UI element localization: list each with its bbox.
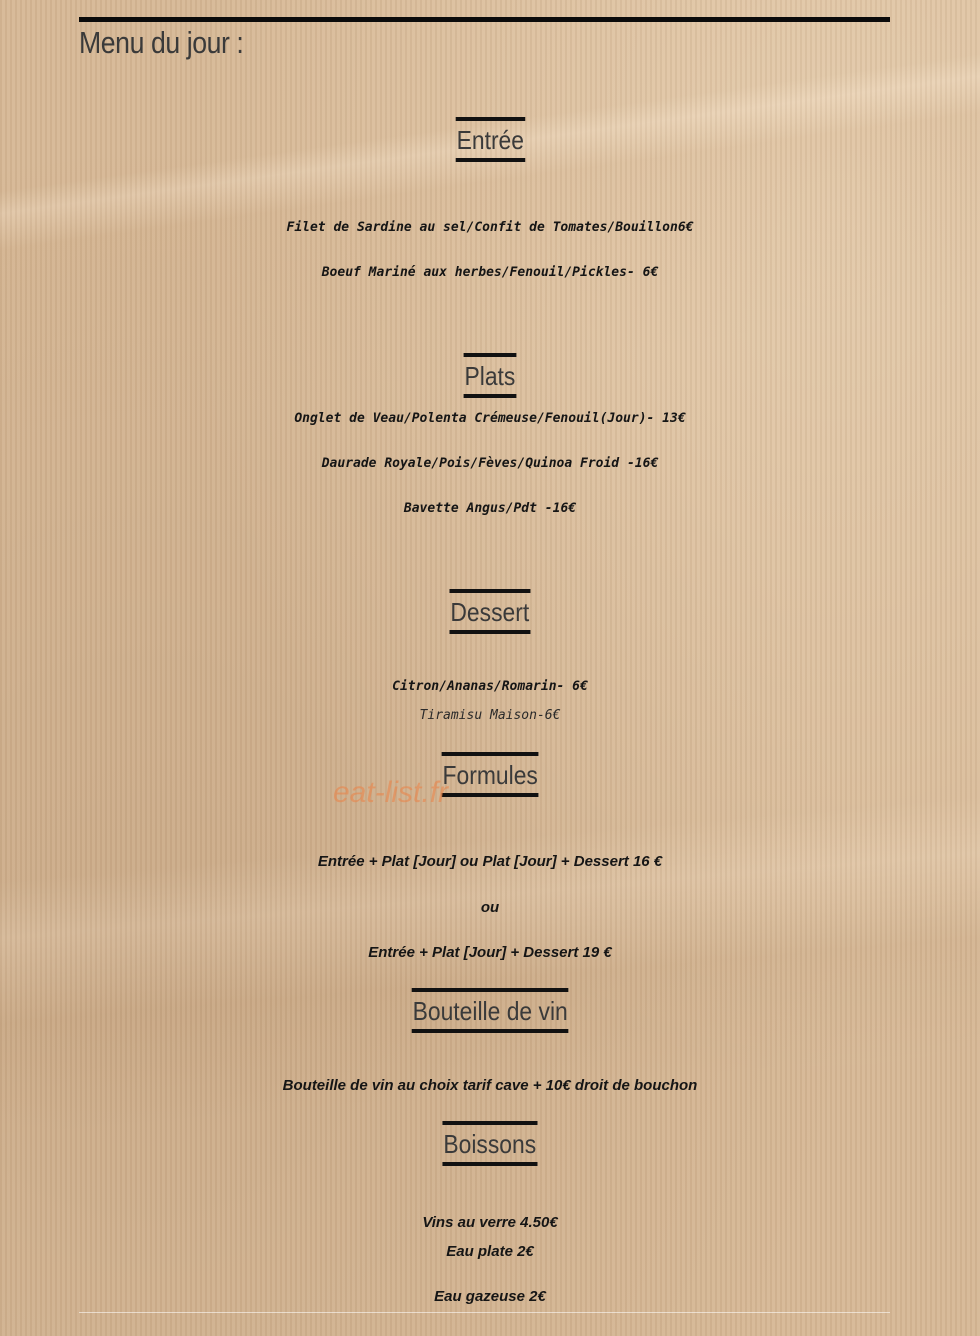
- menu-item: Vins au verre 4.50€: [422, 1214, 558, 1231]
- watermark-text: eat-list.fr: [333, 776, 449, 809]
- menu-item: Tiramisu Maison-6€: [419, 708, 561, 723]
- menu-item: Daurade Royale/Pois/Fèves/Quinoa Froid -16€: [321, 456, 659, 471]
- page-title: Menu du jour :: [79, 25, 244, 60]
- section-heading-plats: [0, 353, 980, 398]
- section-heading-dessert: [0, 589, 980, 634]
- section-heading-label: Boissons: [443, 1121, 538, 1166]
- menu-item: Eau plate 2€: [446, 1243, 534, 1260]
- section-heading-label: Formules: [441, 752, 538, 797]
- menu-item: Onglet de Veau/Polenta Crémeuse/Fenouil(Jour)- 13€: [294, 411, 686, 426]
- section-heading-entree: [0, 117, 980, 162]
- menu-item: Entrée + Plat [Jour] ou Plat [Jour] + Dessert 16 €: [317, 853, 663, 870]
- section-heading-vin: [0, 988, 980, 1033]
- menu-item: Entrée + Plat [Jour] + Dessert 19 €: [368, 944, 612, 961]
- section-heading-label: Bouteille de vin: [412, 988, 569, 1033]
- menu-item: Eau gazeuse 2€: [434, 1288, 546, 1305]
- menu-item: Boeuf Mariné aux herbes/Fenouil/Pickles- 6€: [321, 265, 659, 280]
- section-heading-formules: [0, 752, 980, 797]
- menu-item: Bouteille de vin au choix tarif cave + 10€ droit de bouchon: [282, 1077, 698, 1094]
- menu-item: Citron/Ananas/Romarin- 6€: [392, 679, 588, 694]
- section-heading-boissons: [0, 1121, 980, 1166]
- section-heading-label: Dessert: [450, 589, 531, 634]
- section-heading-label: Entrée: [455, 117, 524, 162]
- section-heading-label: Plats: [464, 353, 517, 398]
- top-divider: [79, 17, 890, 22]
- menu-item: Filet de Sardine au sel/Confit de Tomates/Bouillon6€: [286, 220, 694, 235]
- menu-item-separator: ou: [480, 899, 500, 916]
- bottom-divider: [79, 1312, 890, 1313]
- menu-item: Bavette Angus/Pdt -16€: [403, 501, 577, 516]
